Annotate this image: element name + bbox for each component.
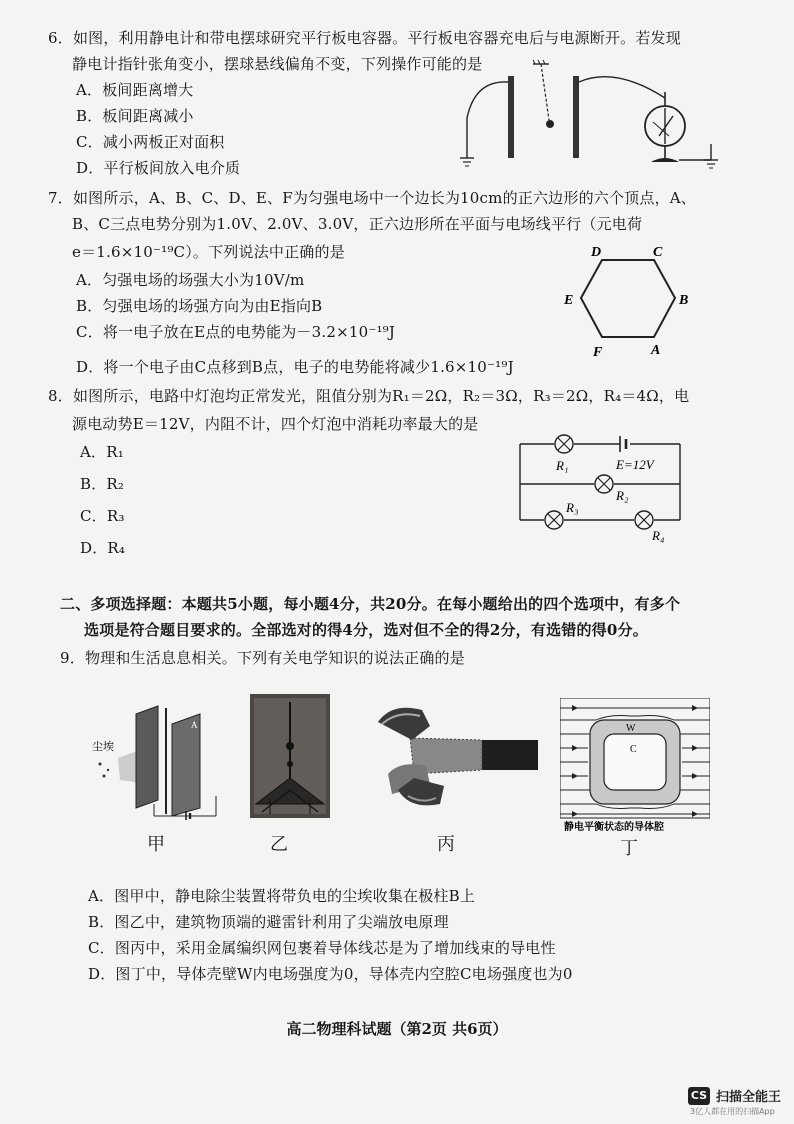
q8-stem-line2: 源电动势E＝12V，内阻不计，四个灯泡中消耗功率最大的是 <box>72 415 479 433</box>
q9-figure-jia-precipitator <box>88 700 238 820</box>
q9-option-a: A．图甲中，静电除尘装置将带负电的尘埃收集在极柱B上 <box>88 887 476 905</box>
q8-option-d: D．R₄ <box>80 539 126 557</box>
q7-option-a: A．匀强电场的场强大小为10V/m <box>76 271 305 289</box>
label-r4: R₄ <box>652 528 665 543</box>
lamp-r2-icon <box>595 475 613 493</box>
q6-option-d: D．平行板间放入电介质 <box>76 159 241 177</box>
pendulum-ball <box>533 60 554 128</box>
q7-option-b: B．匀强电场的场强方向为由E指向B <box>76 297 323 315</box>
scanner-name: 扫描全能王 <box>716 1090 782 1105</box>
label-r2: R₂ <box>616 488 629 503</box>
lamp-r1-icon <box>555 435 573 453</box>
scanner-tagline: 3亿人都在用的扫描App <box>690 1107 775 1116</box>
hex-label-d: D <box>591 245 602 260</box>
label-cavity-c: C <box>630 744 637 755</box>
right-plate <box>573 76 579 158</box>
label-wall-w: W <box>626 723 636 734</box>
caption-yi: 乙 <box>270 834 288 855</box>
q7-stem-line1: 7．如图所示，A、B、C、D、E、F为匀强电场中一个边长为10cm的正六边形的六个顶点，A、 <box>48 189 697 207</box>
page-footer: 高二物理科试题（第2页 共6页） <box>286 1020 508 1038</box>
q6-stem-line2: 静电计指针张角变小，摆球悬线偏角不变，下列操作可能的是 <box>72 55 483 73</box>
q7-figure-hexagon <box>555 238 705 363</box>
label-emf: E=12V <box>616 457 654 472</box>
q8-option-a: A．R₁ <box>80 443 124 461</box>
ding-caption-text: 静电平衡状态的导体腔 <box>564 822 664 833</box>
section2-heading-line1: 二、多项选择题：本题共5小题，每小题4分，共20分。在每小题给出的四个选项中，有多个 <box>60 595 681 613</box>
hex-label-e: E <box>564 293 574 308</box>
q8-stem-line1: 8．如图所示，电路中灯泡均正常发光，阻值分别为R₁＝2Ω，R₂＝3Ω，R₃＝2Ω，R₄＝4Ω，电 <box>48 387 690 405</box>
hex-label-a: A <box>651 343 661 358</box>
q7-stem-line3: e＝1.6×10⁻¹⁹C）。下列说法中正确的是 <box>72 243 345 261</box>
q7-option-d: D．将一个电子由C点移到B点，电子的电势能将减少1.6×10⁻¹⁹J <box>76 358 514 376</box>
q9-figure-yi-lightning-rod <box>250 694 330 818</box>
q9-stem: 9．物理和生活息息相关。下列有关电学知识的说法正确的是 <box>60 649 465 667</box>
caption-bing: 丙 <box>437 834 455 855</box>
q8-option-b: B．R₂ <box>80 475 125 493</box>
hex-label-f: F <box>593 345 603 360</box>
section2-heading-line2: 选项是符合题目要求的。全部选对的得4分，选对但不全的得2分，有选错的得0分。 <box>84 621 648 639</box>
caption-ding: 丁 <box>620 838 638 859</box>
hex-label-c: C <box>653 245 663 260</box>
label-plate-a: A <box>191 720 198 730</box>
label-r1: R₁ <box>556 458 569 473</box>
q9-option-b: B．图乙中，建筑物顶端的避雷针利用了尖端放电原理 <box>88 913 449 931</box>
q6-figure-capacitor-electrometer <box>455 58 735 176</box>
cs-logo-icon: CS <box>688 1087 710 1105</box>
caption-jia: 甲 <box>147 834 165 855</box>
lamp-r3-icon <box>545 511 563 529</box>
q7-stem-line2: B、C三点电势分别为1.0V、2.0V、3.0V，正六边形所在平面与电场线平行（元电荷 <box>72 215 643 233</box>
q6-option-a: A．板间距离增大 <box>76 81 194 99</box>
q9-option-c: C．图丙中，采用金属编织网包裹着导体线芯是为了增加线束的导电性 <box>88 939 556 957</box>
label-dust: 尘埃 <box>92 741 114 753</box>
ground-icon-left <box>460 158 474 166</box>
q9-figure-bing-shielded-cable <box>370 700 540 814</box>
left-plate <box>508 76 514 158</box>
q6-stem-line1: 6．如图，利用静电计和带电摆球研究平行板电容器。平行板电容器充电后与电源断开。若发现 <box>48 29 681 47</box>
electrometer-icon <box>645 92 718 168</box>
label-r3: R₃ <box>566 500 579 515</box>
q8-figure-circuit <box>512 428 702 546</box>
hex-label-b: B <box>679 293 689 308</box>
q7-option-c: C．将一电子放在E点的电势能为－3.2×10⁻¹⁹J <box>76 323 396 341</box>
q9-figure-ding-conductor-cavity <box>560 698 710 834</box>
q8-option-c: C．R₃ <box>80 507 125 525</box>
scanner-logo <box>688 1086 781 1105</box>
q6-option-c: C．减小两板正对面积 <box>76 133 225 151</box>
q6-option-b: B．板间距离减小 <box>76 107 194 125</box>
lamp-r4-icon <box>635 511 653 529</box>
q9-option-d: D．图丁中，导体壳壁W内电场强度为0，导体壳内空腔C电场强度也为0 <box>88 965 573 983</box>
